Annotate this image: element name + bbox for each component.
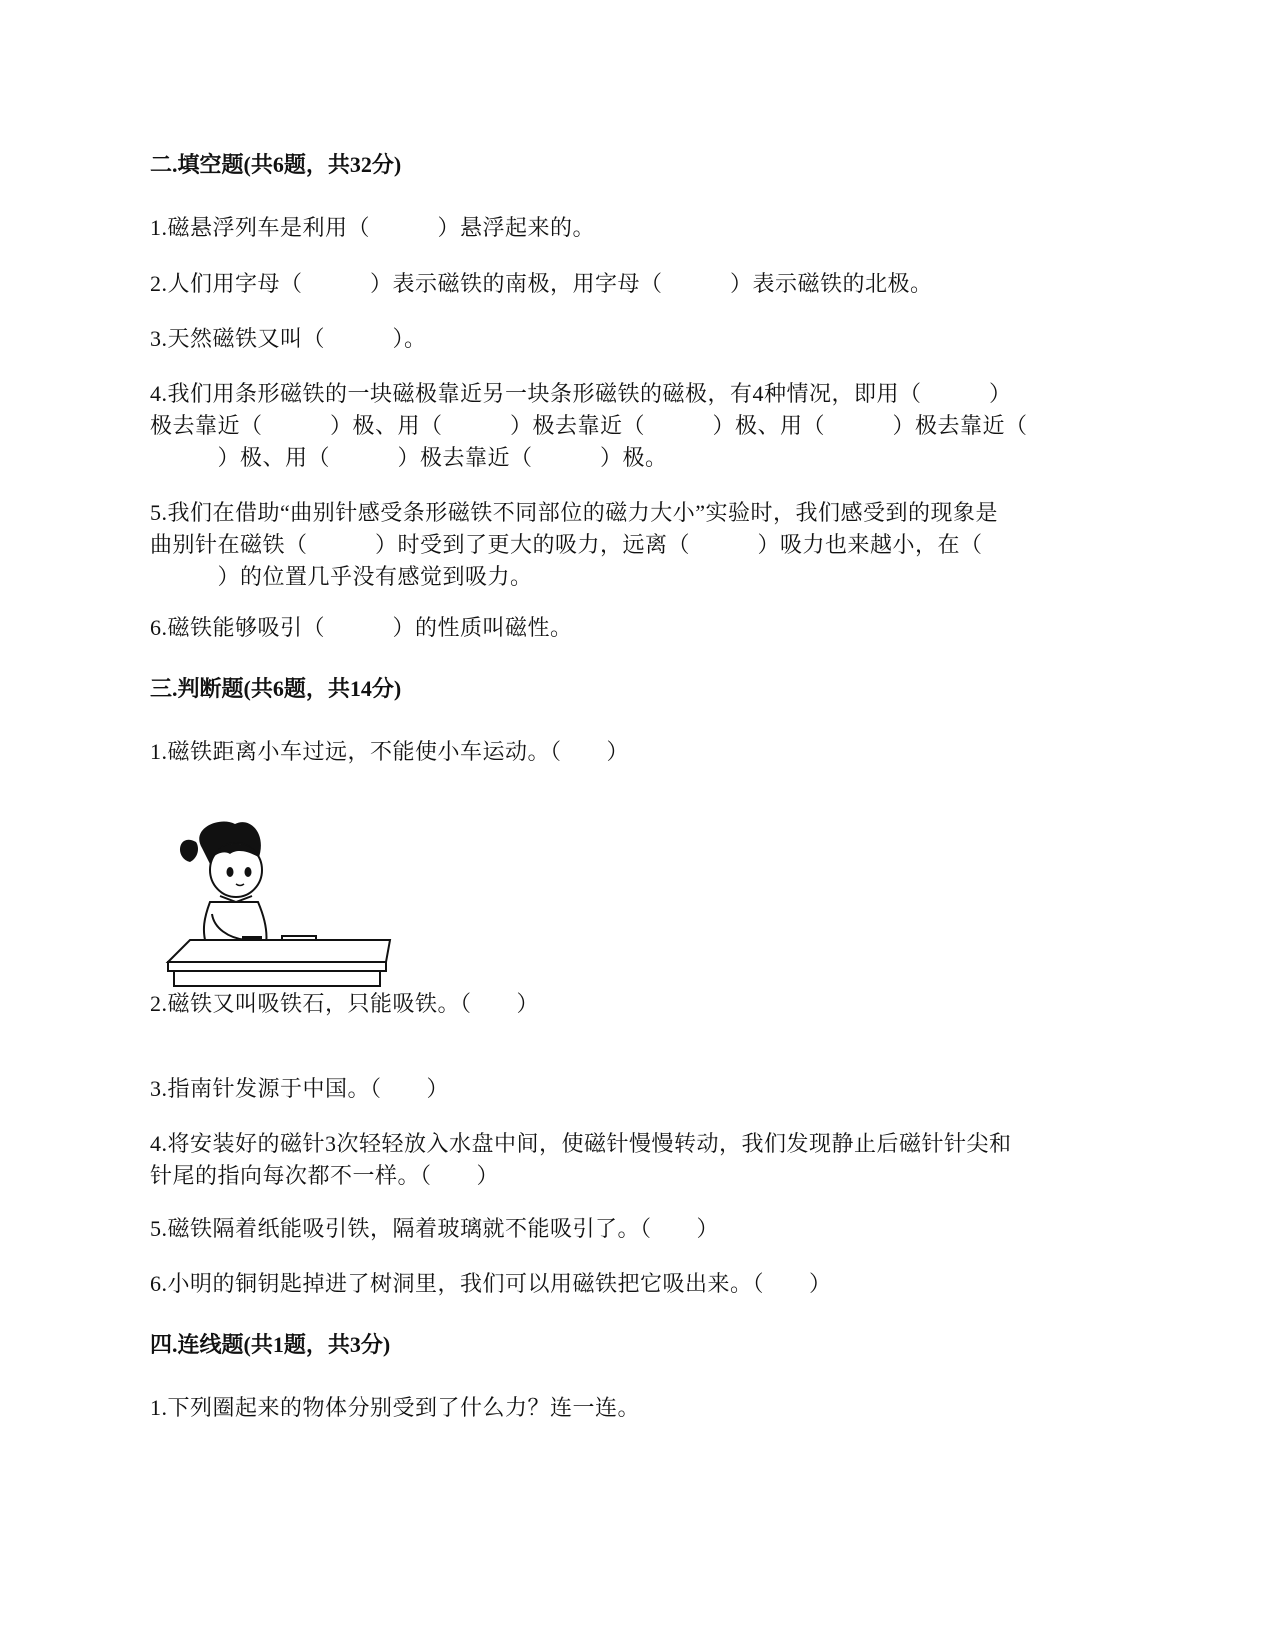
girl-illustration-icon	[150, 818, 405, 988]
true-false-question-3: 3.指南针发源于中国。（ ）	[150, 1076, 450, 1101]
true-false-question-4: 4.将安装好的磁针3次轻轻放入水盘中间，使磁针慢慢转动，我们发现静止后磁针针尖和 针尾的指向每次都不一样。（ ）	[150, 1131, 1012, 1188]
fill-blank-question-5: 5.我们在借助“曲别针感受条形磁铁不同部位的磁力大小”实验时，我们感受到的现象是 曲别针在磁铁（ ）时受到了更大的吸力，远离（ ）吸力也来越小，在（ ）的位置几乎没有感觉到吸力。	[150, 500, 999, 589]
fill-blank-question-2: 2.人们用字母（ ）表示磁铁的南极，用字母（ ）表示磁铁的北极。	[150, 271, 933, 296]
girl-with-magnet-and-toy-car-illustration	[150, 818, 405, 988]
section-title-fill-blank: 二.填空题(共6题，共32分)	[150, 152, 402, 177]
true-false-question-6: 6.小明的铜钥匙掉进了树洞里，我们可以用磁铁把它吸出来。（ ）	[150, 1271, 832, 1296]
section-title-true-false: 三.判断题(共6题，共14分)	[150, 676, 402, 701]
true-false-question-5: 5.磁铁隔着纸能吸引铁，隔着玻璃就不能吸引了。（ ）	[150, 1216, 720, 1241]
fill-blank-question-6: 6.磁铁能够吸引（ ）的性质叫磁性。	[150, 615, 573, 640]
section-title-matching: 四.连线题(共1题，共3分)	[150, 1332, 391, 1357]
fill-blank-question-3: 3.天然磁铁又叫（ ）。	[150, 326, 427, 351]
fill-blank-question-1: 1.磁悬浮列车是利用（ ）悬浮起来的。	[150, 215, 596, 240]
true-false-question-1: 1.磁铁距离小车过远，不能使小车运动。（ ）	[150, 739, 630, 764]
fill-blank-question-4: 4.我们用条形磁铁的一块磁极靠近另一块条形磁铁的磁极，有4种情况，即用（ ） 极去靠近（ ）极、用（ ）极去靠近（ ）极、用（ ）极去靠近（ ）极、用（ ）极去靠近（ ）极。	[150, 381, 1028, 470]
matching-question-1: 1.下列圈起来的物体分别受到了什么力？连一连。	[150, 1395, 641, 1420]
true-false-question-2: 2.磁铁又叫吸铁石，只能吸铁。（ ）	[150, 991, 540, 1016]
